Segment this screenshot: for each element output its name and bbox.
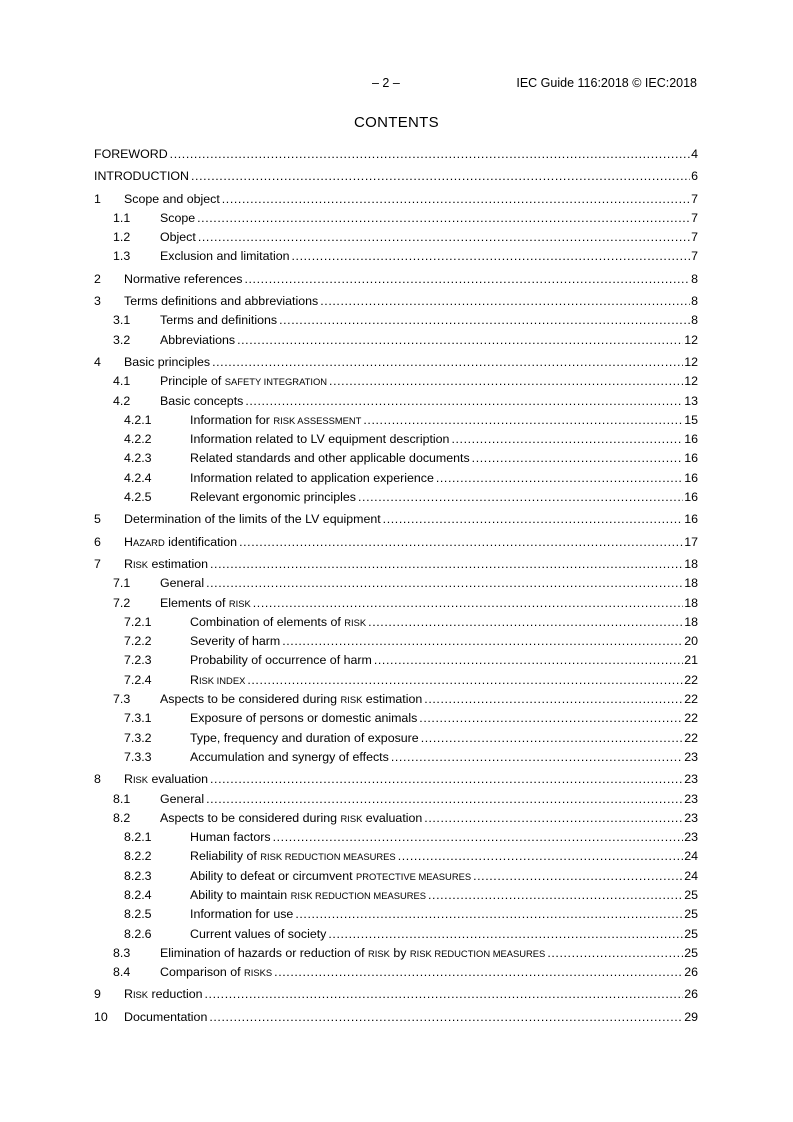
toc-entry-page: 16 (684, 470, 698, 485)
dot-leader (358, 488, 683, 507)
dot-leader (170, 145, 690, 164)
toc-entry[interactable] (94, 270, 698, 289)
dot-leader (419, 709, 683, 728)
dot-leader (291, 247, 690, 266)
toc-entry-title-part: RISK REDUCTION MEASURES (260, 851, 396, 863)
dot-leader (328, 925, 683, 944)
toc-entry[interactable] (94, 671, 698, 690)
toc-entry-number: 7.3 (113, 692, 131, 707)
toc-entry-title (160, 311, 277, 330)
toc-entry-title-part: RISK REDUCTION MEASURES (290, 889, 426, 901)
toc-entry-page: 23 (684, 772, 698, 787)
toc-entry[interactable] (94, 574, 698, 593)
toc-entry-number: 7.2.4 (124, 672, 152, 687)
toc-entry-title-part: evaluation (362, 810, 423, 825)
dot-leader (209, 1008, 683, 1027)
toc-entry-page: 20 (684, 634, 698, 649)
toc-entry-title (160, 574, 204, 593)
toc-entry-title (124, 353, 210, 372)
toc-entry-title (190, 748, 389, 767)
toc-entry-title-part: Relevant ergonomic principles (190, 490, 356, 505)
toc-entry-title (124, 555, 208, 574)
toc-entry[interactable] (94, 430, 698, 449)
toc-entry[interactable] (94, 944, 698, 963)
toc-entry-number: 1.1 (113, 210, 131, 225)
toc-entry-title (190, 488, 356, 507)
toc-entry-number: 3 (94, 294, 101, 309)
toc-entry-number: 7 (94, 556, 101, 571)
toc-entry-title-part: Probability of occurrence of harm (190, 653, 372, 668)
toc-entry-title-part: RISK REDUCTION MEASURES (409, 947, 546, 959)
toc-entry-number: 8.3 (113, 945, 131, 960)
toc-entry-title (160, 790, 204, 809)
toc-entry-title (190, 411, 361, 430)
dot-leader (247, 671, 683, 690)
toc-entry-page: 21 (684, 653, 698, 668)
toc-entry[interactable] (94, 533, 698, 552)
toc-entry-title-part: evaluation (148, 772, 209, 787)
toc-entry-title (160, 963, 272, 982)
toc-entry-number: 8.4 (113, 965, 131, 980)
toc-entry-title (124, 292, 318, 311)
toc-entry-page: 25 (684, 887, 698, 902)
toc-entry[interactable] (94, 632, 698, 651)
dot-leader (237, 331, 683, 350)
dot-leader (320, 292, 690, 311)
toc-entry[interactable] (94, 690, 698, 709)
toc-entry-title (124, 270, 242, 289)
dot-leader (398, 847, 684, 866)
toc-entry[interactable] (94, 209, 698, 228)
toc-entry-title-part: General (160, 576, 205, 591)
toc-entry-title-part: Aspects to be considered during (160, 692, 341, 707)
toc-entry-number: 9 (94, 987, 101, 1002)
toc-entry-title-part: Combination of elements of (190, 614, 345, 629)
toc-entry-title (190, 671, 245, 690)
toc-entry-page: 24 (684, 868, 698, 883)
toc-entry-title-part: AZARD (132, 536, 165, 548)
toc-entry-title-part: R (124, 987, 133, 1002)
toc-entry-number: 7.1 (113, 576, 131, 591)
toc-entry-page: 12 (684, 332, 698, 347)
dot-leader (383, 510, 684, 529)
toc-entry-title-part: R (124, 772, 133, 787)
toc-entry-title-part: Terms definitions and abbreviations (124, 294, 319, 309)
dot-leader (473, 867, 683, 886)
toc-entry-title-part: ISK (132, 989, 149, 1001)
toc-entry-number: 4.2.3 (124, 451, 152, 466)
toc-entry-title-part: Object (160, 230, 196, 245)
toc-entry-page: 18 (684, 556, 698, 571)
toc-entry-title (190, 449, 470, 468)
toc-entry[interactable] (94, 488, 698, 507)
dot-leader (329, 372, 683, 391)
toc-entry-title-part: RISK (340, 694, 363, 706)
toc-entry-title-part: reduction (148, 987, 203, 1002)
toc-entry-number: 7.2.1 (124, 614, 152, 629)
toc-entry[interactable] (94, 449, 698, 468)
toc-entry-number: 8.2.2 (124, 849, 152, 864)
toc-entry[interactable] (94, 925, 698, 944)
page-title: CONTENTS (354, 114, 439, 131)
toc-entry-page: 23 (684, 749, 698, 764)
dot-leader (253, 594, 683, 613)
toc-entry-page: 22 (684, 730, 698, 745)
toc-entry-title (160, 392, 243, 411)
dot-leader (391, 748, 683, 767)
toc-entry-page: 7 (691, 249, 698, 264)
toc-entry-number: 4.2.5 (124, 490, 152, 505)
toc-entry[interactable] (94, 555, 698, 574)
toc-entry-page: 26 (684, 987, 698, 1002)
toc-entry-title-part: Scope and object (124, 191, 220, 206)
table-of-contents (94, 145, 698, 1027)
toc-entry-page: 17 (684, 534, 698, 549)
toc-entry[interactable] (94, 167, 698, 186)
toc-entry-title-part: RISK (340, 812, 363, 824)
toc-entry[interactable] (94, 613, 698, 632)
toc-entry-page: 16 (684, 451, 698, 466)
toc-entry[interactable] (94, 847, 698, 866)
toc-entry-page: 16 (684, 432, 698, 447)
toc-entry[interactable] (94, 190, 698, 209)
dot-leader (547, 944, 683, 963)
toc-entry-title-part: Principle of (160, 374, 225, 389)
dot-leader (424, 690, 683, 709)
toc-entry[interactable] (94, 392, 698, 411)
toc-entry-page: 23 (684, 791, 698, 806)
toc-entry-title (190, 651, 372, 670)
toc-entry-title (190, 729, 419, 748)
toc-entry-title (160, 594, 251, 613)
toc-entry-title-part: RISKS (244, 967, 273, 979)
toc-entry-page: 25 (684, 926, 698, 941)
toc-entry-title (124, 1008, 207, 1027)
dot-leader (273, 828, 684, 847)
toc-entry-title-part: Information related to LV equipment description (190, 432, 450, 447)
toc-entry-title (94, 145, 168, 164)
toc-entry[interactable] (94, 790, 698, 809)
toc-entry[interactable] (94, 247, 698, 266)
toc-entry[interactable] (94, 867, 698, 886)
toc-entry[interactable] (94, 809, 698, 828)
toc-entry-title (190, 867, 471, 886)
toc-entry[interactable] (94, 372, 698, 391)
toc-entry-title (160, 247, 289, 266)
dot-leader (374, 651, 683, 670)
toc-entry[interactable] (94, 292, 698, 311)
toc-entry-title-part: Abbreviations (160, 332, 236, 347)
toc-entry-title-part: RISK (228, 597, 251, 609)
toc-entry-title (160, 372, 327, 391)
toc-entry-page: 4 (691, 147, 698, 161)
toc-entry-number: 7.3.3 (124, 749, 152, 764)
toc-entry-title-part: PROTECTIVE MEASURES (355, 870, 472, 882)
toc-entry-title-part: by (389, 945, 410, 960)
toc-entry-number: 8.2.4 (124, 887, 152, 902)
toc-entry[interactable] (94, 228, 698, 247)
toc-entry-title (124, 985, 203, 1004)
toc-entry-title-part: R (124, 556, 133, 571)
toc-entry-title-part: Basic concepts (160, 393, 244, 408)
toc-entry-title (190, 632, 280, 651)
toc-entry-page: 8 (691, 313, 698, 328)
dot-leader (424, 809, 683, 828)
toc-entry-number: 8.2.6 (124, 926, 152, 941)
toc-entry-title-part: ISK (132, 558, 149, 570)
toc-entry-title-part: Current values of society (190, 926, 327, 941)
dot-leader (295, 905, 683, 924)
toc-entry-title-part: Comparison of (160, 965, 245, 980)
toc-entry-page: 15 (684, 412, 698, 427)
toc-entry-number: 2 (94, 271, 101, 286)
toc-entry-title-part: Reliability of (190, 849, 261, 864)
dot-leader (210, 770, 683, 789)
toc-entry[interactable] (94, 411, 698, 430)
toc-entry[interactable] (94, 1008, 698, 1027)
toc-entry-page: 22 (684, 672, 698, 687)
toc-entry-title-part: R (190, 672, 199, 687)
toc-entry[interactable] (94, 510, 698, 529)
toc-entry[interactable] (94, 651, 698, 670)
toc-entry-title-part: Information for use (190, 907, 294, 922)
toc-entry[interactable] (94, 963, 698, 982)
toc-entry-title-part: Aspects to be considered during (160, 810, 341, 825)
dot-leader (244, 270, 690, 289)
toc-entry-title (190, 847, 396, 866)
toc-entry-title-part: ISK INDEX (198, 674, 246, 686)
toc-entry[interactable] (94, 331, 698, 350)
toc-entry[interactable] (94, 709, 698, 728)
toc-entry-title (190, 613, 366, 632)
toc-entry-page: 8 (691, 294, 698, 309)
toc-entry-title-part: RISK ASSESSMENT (273, 414, 362, 426)
dot-leader (198, 228, 690, 247)
toc-entry-page: 22 (684, 711, 698, 726)
toc-entry-title (124, 770, 208, 789)
dot-leader (197, 209, 690, 228)
toc-entry-title (190, 469, 434, 488)
toc-entry[interactable] (94, 311, 698, 330)
toc-entry-title-part: Ability to maintain (190, 887, 291, 902)
dot-leader (206, 574, 683, 593)
toc-entry-page: 7 (691, 230, 698, 245)
dot-leader (245, 392, 683, 411)
toc-entry-title-part: estimation (148, 556, 208, 571)
toc-entry-number: 6 (94, 534, 101, 549)
toc-entry-title (124, 510, 381, 529)
toc-entry-title-part: Severity of harm (190, 634, 281, 649)
toc-entry-number: 3.1 (113, 313, 131, 328)
toc-entry-title-part: estimation (362, 692, 423, 707)
toc-entry-page: 25 (684, 945, 698, 960)
toc-entry-page: 16 (684, 490, 698, 505)
toc-entry-title (160, 209, 195, 228)
toc-entry-number: 4.2 (113, 393, 131, 408)
toc-entry-title-part: RISK (368, 947, 390, 959)
toc-entry-title (190, 925, 326, 944)
toc-entry-title-part: H (124, 534, 133, 549)
toc-entry-title (160, 809, 422, 828)
toc-entry-title (124, 190, 220, 209)
toc-entry[interactable] (94, 469, 698, 488)
toc-entry-title-part: Information for (190, 412, 274, 427)
dot-leader (428, 886, 683, 905)
toc-entry-number: 7.3.1 (124, 711, 152, 726)
toc-entry-title-part: Exclusion and limitation (160, 249, 290, 264)
toc-entry-title (160, 331, 235, 350)
toc-entry-title-part: Type, frequency and duration of exposure (190, 730, 419, 745)
toc-entry-page: 25 (684, 907, 698, 922)
dot-leader (212, 353, 683, 372)
dot-leader (368, 613, 683, 632)
toc-entry-number: 10 (94, 1009, 108, 1024)
toc-entry-number: 4.2.1 (124, 412, 152, 427)
toc-entry-number: 4.1 (113, 374, 131, 389)
toc-entry[interactable] (94, 770, 698, 789)
toc-entry-page: 29 (684, 1009, 698, 1024)
toc-entry-number: 8.2 (113, 810, 131, 825)
toc-entry-page: 24 (684, 849, 698, 864)
dot-leader (421, 729, 684, 748)
toc-entry-title-part: RISK (344, 616, 367, 628)
toc-entry-title-part: Normative references (124, 271, 243, 286)
toc-entry-page: 26 (684, 965, 698, 980)
toc-entry-title-part: General (160, 791, 205, 806)
toc-entry-title (124, 533, 237, 552)
toc-entry-number: 7.3.2 (124, 730, 152, 745)
toc-entry-title (160, 690, 422, 709)
toc-entry-title (160, 228, 196, 247)
document-reference: IEC Guide 116:2018 © IEC:2018 (516, 76, 697, 90)
toc-entry-number: 7.2.2 (124, 634, 152, 649)
toc-entry-title-part: Information related to application experience (190, 470, 434, 485)
toc-entry-page: 22 (684, 692, 698, 707)
toc-entry-number: 7.2.3 (124, 653, 152, 668)
toc-entry-title-part: identification (164, 534, 238, 549)
dot-leader (436, 469, 683, 488)
dot-leader (206, 790, 683, 809)
toc-entry-title (190, 430, 449, 449)
toc-entry-number: 1 (94, 191, 101, 206)
toc-entry-title (190, 709, 417, 728)
toc-entry-page: 12 (684, 374, 698, 389)
toc-entry-page: 18 (684, 595, 698, 610)
toc-entry-title-part: Documentation (124, 1009, 208, 1024)
toc-entry-title-part: Ability to defeat or circumvent (190, 868, 356, 883)
toc-entry[interactable] (94, 729, 698, 748)
toc-entry-title (190, 905, 293, 924)
toc-entry[interactable] (94, 828, 698, 847)
toc-entry-title (160, 944, 545, 963)
dot-leader (205, 985, 684, 1004)
toc-entry-number: 8.1 (113, 791, 131, 806)
toc-entry-number: 4.2.4 (124, 470, 152, 485)
toc-entry[interactable] (94, 748, 698, 767)
toc-entry-page: 16 (684, 512, 698, 527)
toc-entry-page: 8 (691, 271, 698, 286)
toc-entry-number: 3.2 (113, 332, 131, 347)
dot-leader (282, 632, 683, 651)
toc-entry[interactable] (94, 985, 698, 1004)
toc-entry-number: 8.2.5 (124, 907, 152, 922)
toc-entry-number: 4.2.2 (124, 432, 152, 447)
toc-entry[interactable] (94, 353, 698, 372)
toc-entry-number: 8.2.3 (124, 868, 152, 883)
toc-entry-title-part: FOREWORD (94, 147, 168, 161)
toc-entry-title-part: Elements of (160, 595, 229, 610)
toc-entry-title-part: Determination of the limits of the LV equipment (124, 512, 381, 527)
toc-entry-page: 7 (691, 210, 698, 225)
toc-entry-page: 7 (691, 191, 698, 206)
dot-leader (191, 167, 690, 186)
toc-entry-title-part: Related standards and other applicable documents (190, 451, 470, 466)
toc-entry-page: 23 (684, 810, 698, 825)
dot-leader (239, 533, 683, 552)
toc-entry-title-part: Human factors (190, 830, 271, 845)
toc-entry-page: 6 (691, 169, 698, 184)
toc-entry-number: 1.2 (113, 230, 131, 245)
toc-entry-title (190, 828, 271, 847)
toc-entry-page: 13 (684, 393, 698, 408)
toc-entry-title-part: INTRODUCTION (94, 169, 189, 184)
dot-leader (363, 411, 683, 430)
dot-leader (210, 555, 683, 574)
toc-entry-page: 18 (684, 576, 698, 591)
page-number: – 2 – (372, 76, 400, 90)
toc-entry-title-part: Exposure of persons or domestic animals (190, 711, 418, 726)
toc-entry-number: 8.2.1 (124, 830, 152, 845)
dot-leader (279, 311, 690, 330)
toc-entry-page: 12 (684, 354, 698, 369)
dot-leader (222, 190, 690, 209)
toc-entry-title-part: Scope (160, 210, 196, 225)
toc-entry-title-part: Terms and definitions (160, 313, 278, 328)
toc-entry-title-part: Accumulation and synergy of effects (190, 749, 389, 764)
dot-leader (451, 430, 683, 449)
toc-entry[interactable] (94, 145, 698, 164)
dot-leader (472, 449, 684, 468)
toc-entry[interactable] (94, 886, 698, 905)
toc-entry[interactable] (94, 905, 698, 924)
dot-leader (274, 963, 683, 982)
toc-entry-title (190, 886, 426, 905)
toc-entry-page: 23 (684, 830, 698, 845)
toc-entry-title-part: Elimination of hazards or reduction of (160, 945, 368, 960)
toc-entry-title-part: SAFETY INTEGRATION (224, 376, 328, 388)
toc-entry-number: 1.3 (113, 249, 131, 264)
toc-entry-title-part: Basic principles (124, 354, 211, 369)
toc-entry-number: 7.2 (113, 595, 131, 610)
toc-entry-title-part: ISK (132, 774, 149, 786)
toc-entry-title (94, 167, 189, 186)
toc-entry-page: 18 (684, 614, 698, 629)
toc-entry[interactable] (94, 594, 698, 613)
toc-entry-number: 8 (94, 772, 101, 787)
toc-entry-number: 4 (94, 354, 101, 369)
toc-entry-number: 5 (94, 512, 101, 527)
